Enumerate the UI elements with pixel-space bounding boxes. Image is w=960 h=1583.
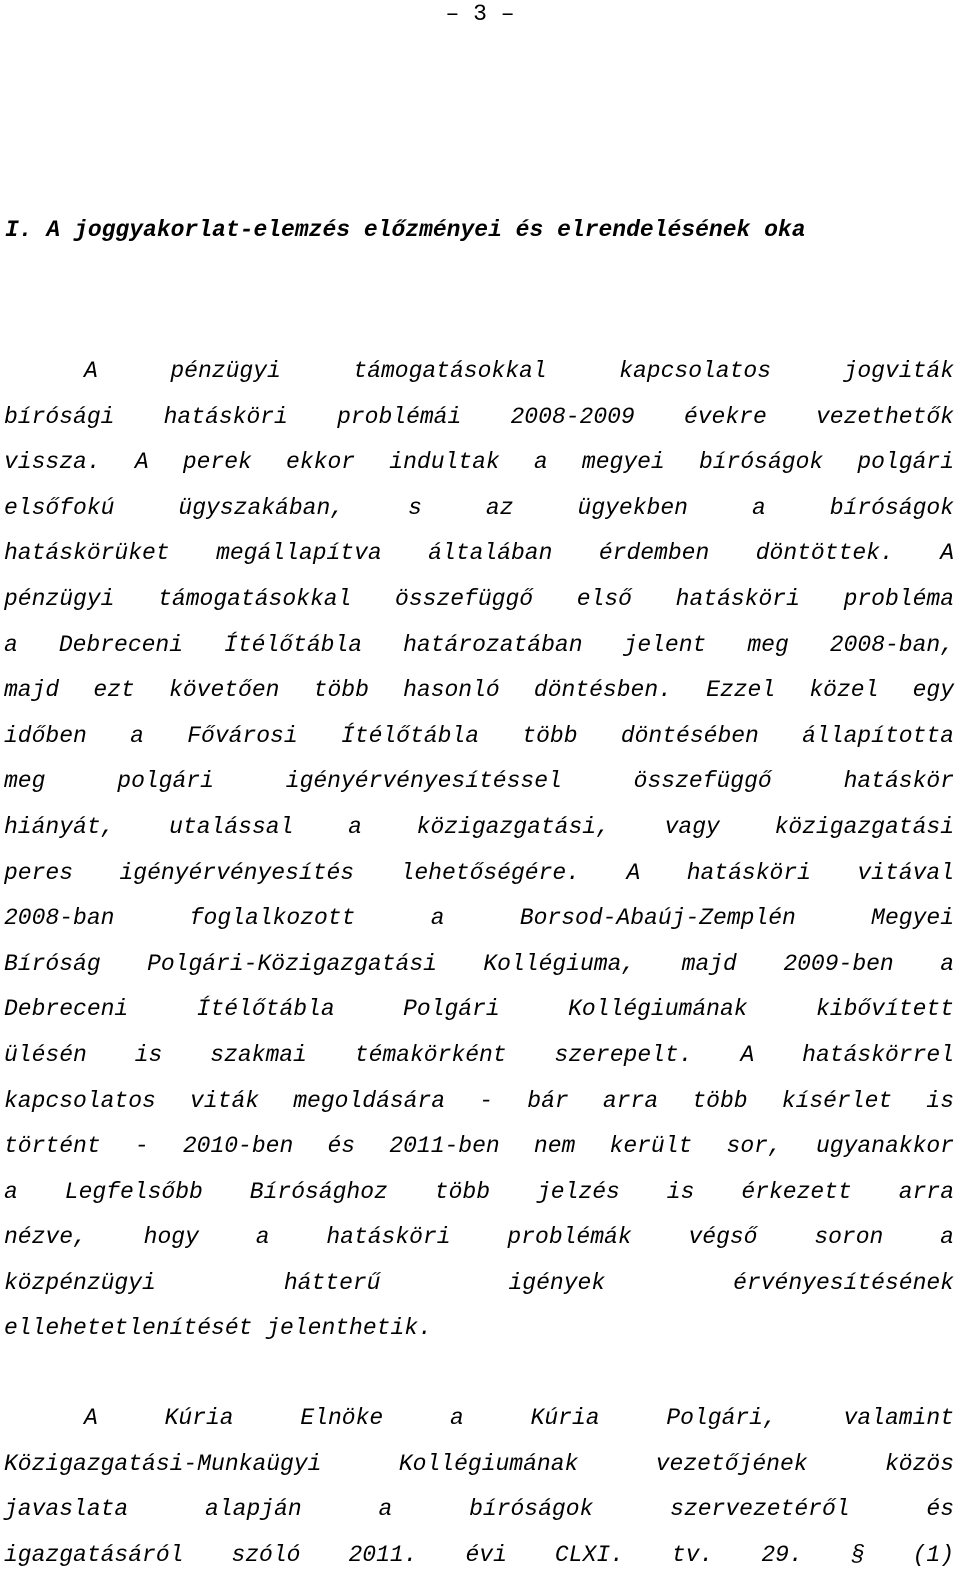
paragraph-line: ellehetetlenítését jelenthetik. xyxy=(4,1315,432,1342)
paragraph-line: történt - 2010-ben és 2011-ben nem került sor, ugyanakkor xyxy=(4,1133,954,1160)
paragraph-line: ülésén is szakmai témakörként szerepelt. A hatáskörrel xyxy=(4,1041,954,1068)
paragraph-line: meg polgári igényérvényesítéssel összefüggő hatáskör xyxy=(4,768,954,795)
paragraph-kuria xyxy=(4,1396,954,1578)
paragraph-line: Debreceni Ítélőtábla Polgári Kollégiumának kibővített xyxy=(4,996,954,1023)
paragraph-line: hiányát, utalással a közigazgatási, vagy közigazgatási xyxy=(4,813,954,840)
paragraph-line: a Debreceni Ítélőtábla határozatában jelent meg 2008-ban, xyxy=(4,631,954,658)
paragraph-line: közpénzügyi hátterű igények érvényesítésének xyxy=(4,1269,954,1296)
paragraph-line: javaslata alapján a bíróságok szervezetéről és xyxy=(4,1496,954,1523)
paragraph-line: elsőfokú ügyszakában, s az ügyekben a bíróságok xyxy=(4,494,954,521)
paragraph-line: hatáskörüket megállapítva általában érdemben döntöttek. A xyxy=(4,540,954,567)
paragraph-line: A pénzügyi támogatásokkal kapcsolatos jogviták xyxy=(84,358,954,384)
paragraph-line: igazgatásáról szóló 2011. évi CLXI. tv. 29. § (1) xyxy=(4,1541,954,1568)
paragraph-line: peres igényérvényesítés lehetőségére. A hatásköri vitával xyxy=(4,859,954,886)
section-heading: I. A joggyakorlat-elemzés előzményei és elrendelésének oka xyxy=(5,217,806,243)
paragraph-line: nézve, hogy a hatásköri problémák végső soron a xyxy=(4,1224,954,1251)
paragraph-line: pénzügyi támogatásokkal összefüggő első hatásköri probléma xyxy=(4,585,954,612)
paragraph-line: időben a Fővárosi Ítélőtábla több döntésében állapította xyxy=(4,722,954,749)
paragraph-intro xyxy=(4,349,954,1352)
page-number: – 3 – xyxy=(445,1,515,27)
paragraph-line: 2008-ban foglalkozott a Borsod-Abaúj-Zemplén Megyei xyxy=(4,905,954,932)
paragraph-line: kapcsolatos viták megoldására - bár arra több kísérlet is xyxy=(4,1087,954,1114)
paragraph-line: Bíróság Polgári-Közigazgatási Kollégiuma, majd 2009-ben a xyxy=(4,950,954,977)
paragraph-line: A Kúria Elnöke a Kúria Polgári, valamint xyxy=(84,1405,954,1431)
paragraph-line: a Legfelsőbb Bírósághoz több jelzés is érkezett arra xyxy=(4,1178,954,1205)
paragraph-line: bírósági hatásköri problémái 2008-2009 évekre vezethetők xyxy=(4,403,954,430)
paragraph-line: majd ezt követően több hasonló döntésben. Ezzel közel egy xyxy=(4,677,954,704)
paragraph-line: Közigazgatási-Munkaügyi Kollégiumának vezetőjének közös xyxy=(4,1450,954,1477)
paragraph-line: vissza. A perek ekkor indultak a megyei bíróságok polgári xyxy=(4,449,954,476)
